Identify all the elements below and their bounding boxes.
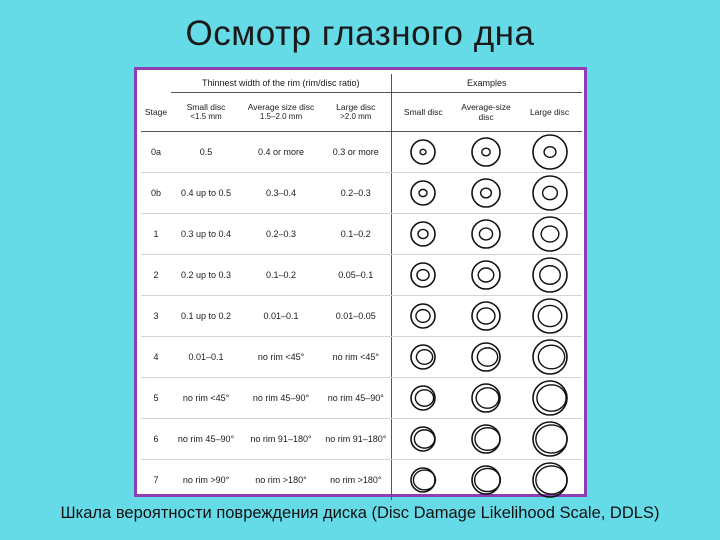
small-disc-cell: 0.3 up to 0.4 — [171, 214, 241, 255]
optic-disc-icon — [408, 383, 438, 413]
large-disc-cell: 0.2–0.3 — [321, 173, 391, 214]
large-disc-cell: 0.05–0.1 — [321, 255, 391, 296]
optic-disc-icon — [469, 463, 503, 497]
optic-disc-icon — [530, 460, 570, 500]
stage-cell: 4 — [141, 337, 171, 378]
optic-disc-icon — [530, 337, 570, 377]
example-average-disc — [455, 296, 517, 337]
slide-title: Осмотр глазного дна — [185, 14, 535, 53]
example-small-disc — [391, 460, 455, 501]
optic-disc-icon — [408, 260, 438, 290]
small-disc-cell: 0.01–0.1 — [171, 337, 241, 378]
optic-disc-icon — [469, 340, 503, 374]
table-row — [141, 255, 582, 296]
example-large-disc — [517, 255, 582, 296]
small-disc-cell: no rim >90° — [182, 475, 230, 485]
example-average-disc — [455, 460, 517, 501]
example-small-disc — [391, 255, 455, 296]
small-disc-cell: no rim 45–90° — [171, 419, 241, 460]
average-disc-cell: no rim 45–90° — [241, 378, 321, 419]
table-row — [141, 173, 582, 214]
optic-disc-icon — [469, 258, 503, 292]
example-large-disc — [517, 419, 582, 460]
example-small-disc — [391, 173, 455, 214]
example-average-disc — [455, 214, 517, 255]
col-average-disc: Average size disc 1.5–2.0 mm — [241, 93, 321, 132]
example-average-disc — [455, 173, 517, 214]
large-disc-cell: 0.3 or more — [321, 132, 391, 173]
example-small-disc — [391, 378, 455, 419]
col-stage: Stage — [141, 93, 171, 132]
average-disc-cell: 0.01–0.1 — [241, 296, 321, 337]
example-small-disc — [391, 337, 455, 378]
ddls-figure — [134, 67, 587, 497]
slide-caption: Шкала вероятности повреждения диска (Disc Damage Likelihood Scale, DDLS) — [60, 504, 660, 522]
optic-disc-icon — [530, 296, 570, 336]
col-example-average: Average-size disc — [455, 93, 517, 132]
small-disc-cell: 0.2 up to 0.3 — [171, 255, 241, 296]
small-disc-cell: no rim <45° — [171, 378, 241, 419]
large-disc-cell: no rim 91–180° — [321, 419, 391, 460]
header-examples: Examples — [391, 74, 582, 93]
ddls-table — [141, 74, 582, 500]
example-average-disc — [455, 419, 517, 460]
small-disc-cell: 0.4 up to 0.5 — [171, 173, 241, 214]
optic-disc-icon — [469, 135, 503, 169]
col-large-disc: Large disc >2.0 mm — [321, 93, 391, 132]
large-disc-cell: no rim <45° — [321, 337, 391, 378]
average-disc-cell: 0.1–0.2 — [241, 255, 321, 296]
optic-disc-icon — [530, 173, 570, 213]
large-disc-cell: no rim >180° — [330, 475, 382, 485]
ddls-table-body — [141, 132, 582, 501]
optic-disc-icon — [530, 132, 570, 172]
optic-disc-icon — [408, 342, 438, 372]
average-disc-cell: no rim 91–180° — [241, 419, 321, 460]
example-large-disc — [517, 337, 582, 378]
stage-cell: 2 — [141, 255, 171, 296]
example-average-disc — [455, 378, 517, 419]
optic-disc-icon — [469, 381, 503, 415]
optic-disc-icon — [530, 378, 570, 418]
example-small-disc — [391, 419, 455, 460]
col-example-small: Small disc — [391, 93, 455, 132]
optic-disc-icon — [408, 424, 438, 454]
optic-disc-icon — [408, 178, 438, 208]
average-disc-cell: 0.4 or more — [241, 132, 321, 173]
stage-cell: 0a — [141, 132, 171, 173]
optic-disc-icon — [469, 422, 503, 456]
example-average-disc — [455, 337, 517, 378]
table-row — [141, 214, 582, 255]
header-rim-width: Thinnest width of the rim (rim/disc ratio) — [171, 74, 391, 93]
average-disc-cell: no rim >180° — [255, 475, 307, 485]
stage-cell: 7 — [153, 475, 159, 485]
optic-disc-icon — [530, 255, 570, 295]
optic-disc-icon — [408, 137, 438, 167]
table-row — [141, 378, 582, 419]
optic-disc-icon — [530, 419, 570, 459]
example-small-disc — [391, 296, 455, 337]
optic-disc-icon — [408, 219, 438, 249]
stage-cell: 0b — [141, 173, 171, 214]
example-large-disc — [517, 378, 582, 419]
optic-disc-icon — [408, 465, 438, 495]
average-disc-cell: 0.2–0.3 — [241, 214, 321, 255]
example-large-disc — [517, 132, 582, 173]
col-example-large: Large disc — [517, 93, 582, 132]
average-disc-cell: no rim <45° — [241, 337, 321, 378]
header-spacer — [141, 74, 171, 93]
example-large-disc — [517, 460, 582, 501]
example-large-disc — [517, 214, 582, 255]
table-row — [141, 337, 582, 378]
col-small-disc: Small disc <1.5 mm — [171, 93, 241, 132]
optic-disc-icon — [469, 299, 503, 333]
example-average-disc — [455, 255, 517, 296]
large-disc-cell: 0.01–0.05 — [321, 296, 391, 337]
example-small-disc — [391, 214, 455, 255]
example-large-disc — [517, 173, 582, 214]
table-row — [141, 460, 582, 501]
example-small-disc — [391, 132, 455, 173]
stage-cell: 6 — [141, 419, 171, 460]
average-disc-cell: 0.3–0.4 — [241, 173, 321, 214]
optic-disc-icon — [408, 301, 438, 331]
large-disc-cell: no rim 45–90° — [321, 378, 391, 419]
small-disc-cell: 0.1 up to 0.2 — [171, 296, 241, 337]
stage-cell: 1 — [141, 214, 171, 255]
table-row — [141, 132, 582, 173]
stage-cell: 5 — [141, 378, 171, 419]
small-disc-cell: 0.5 — [171, 132, 241, 173]
table-row — [141, 419, 582, 460]
large-disc-cell: 0.1–0.2 — [321, 214, 391, 255]
optic-disc-icon — [469, 217, 503, 251]
example-average-disc — [455, 132, 517, 173]
optic-disc-icon — [530, 214, 570, 254]
optic-disc-icon — [469, 176, 503, 210]
table-row — [141, 296, 582, 337]
example-large-disc — [517, 296, 582, 337]
stage-cell: 3 — [141, 296, 171, 337]
